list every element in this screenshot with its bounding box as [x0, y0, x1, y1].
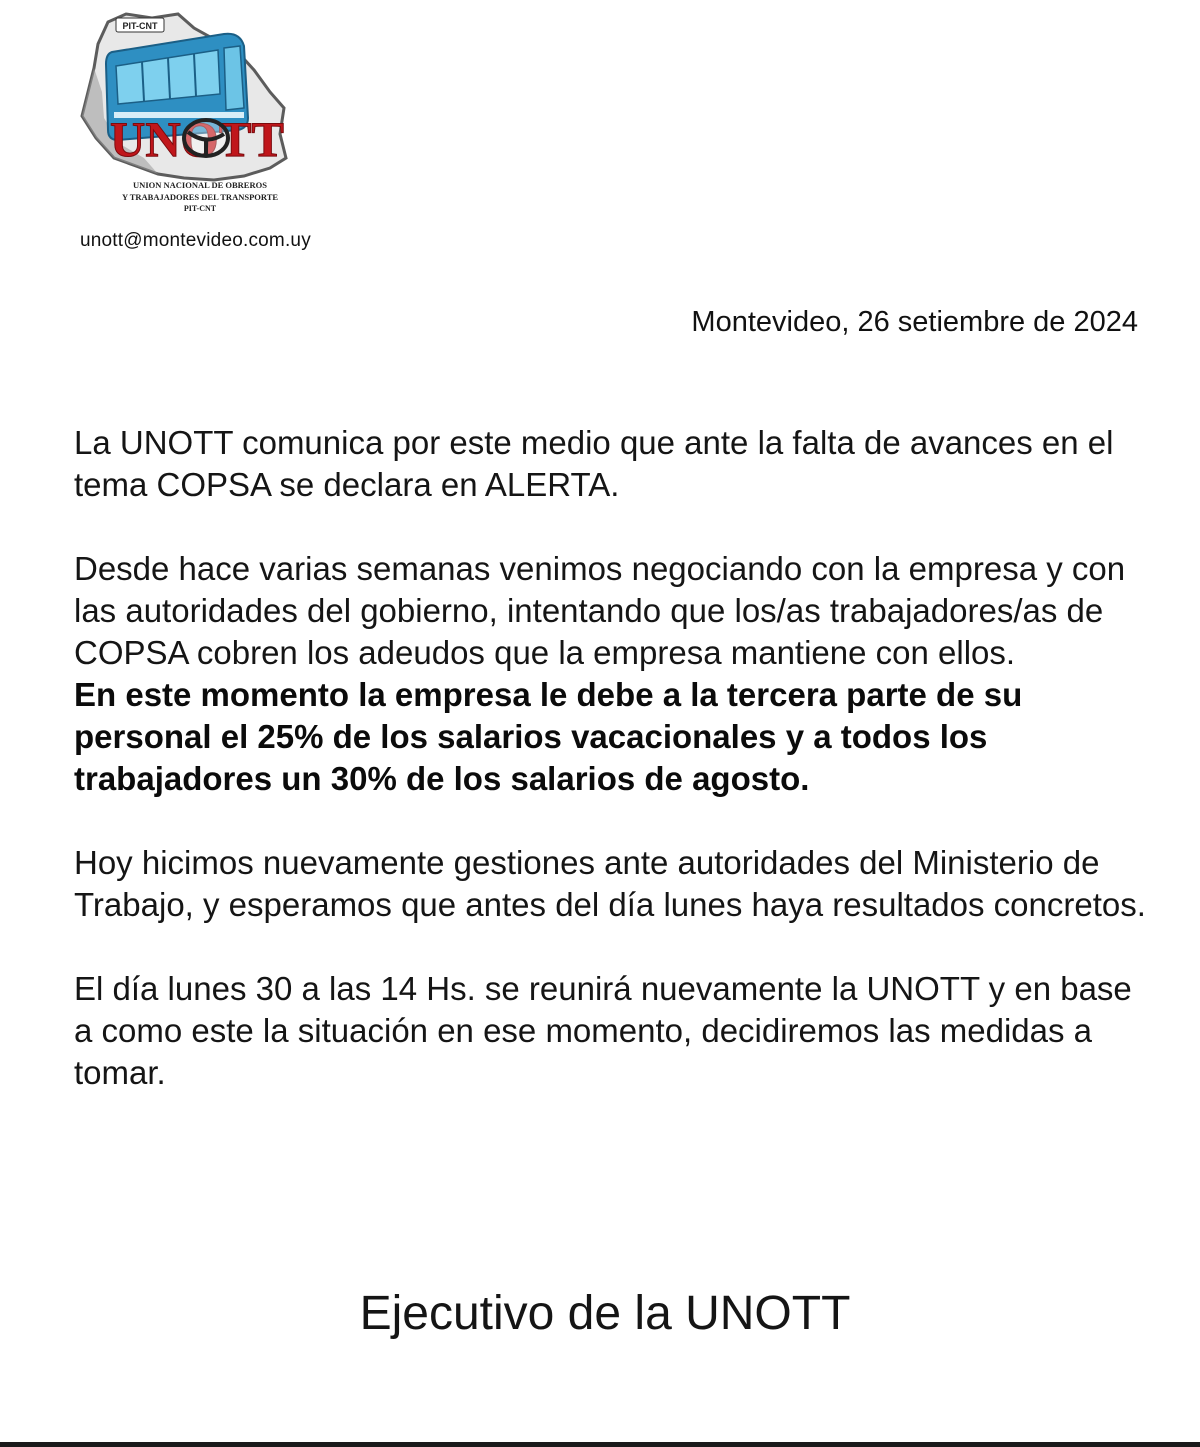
contact-email: unott@montevideo.com.uy: [80, 230, 311, 251]
logo-name-line-2: Y TRABAJADORES DEL TRANSPORTE: [121, 192, 279, 202]
letter-date: Montevideo, 26 setiembre de 2024: [691, 306, 1138, 338]
logo-wordmark: UNOTT: [110, 111, 284, 167]
paragraph-debt-statement: En este momento la empresa le debe a la tercera parte de su personal el 25% de los salarios vacacionales y a todos los trabajadores un 30% de los salarios de agosto.: [74, 676, 1023, 797]
paragraph-alert: La UNOTT comunica por este medio que ante la falta de avances en el tema COPSA se declara en ALERTA.: [74, 424, 1114, 503]
paragraph-negotiations: Desde hace varias semanas venimos negociando con la empresa y con las autoridades del gobierno, intentando que los/as trabajadores/as de COPSA cobren los adeudos que la empresa mantiene con ellos.: [74, 550, 1126, 671]
paragraph-next-meeting: El día lunes 30 a las 14 Hs. se reunirá nuevamente la UNOTT y en base a como este la situación en ese momento, decidiremos las medidas a tomar.: [74, 970, 1132, 1091]
bottom-divider: [0, 1442, 1200, 1447]
logo-name-line-1: UNION NACIONAL DE OBREROS: [133, 180, 267, 190]
signature: Ejecutivo de la UNOTT: [359, 1287, 851, 1340]
letter-body: [74, 422, 1154, 1094]
paragraph-ministry: Hoy hicimos nuevamente gestiones ante autoridades del Ministerio de Trabajo, y esperamos que antes del día lunes haya resultados concretos.: [74, 844, 1146, 923]
logo-name-line-3: PIT-CNT: [183, 204, 217, 213]
logo-badge-text: PIT-CNT: [122, 21, 158, 31]
steering-wheel-icon: [184, 120, 228, 156]
unott-logo: [74, 8, 314, 218]
logo-graphic: [74, 8, 314, 218]
